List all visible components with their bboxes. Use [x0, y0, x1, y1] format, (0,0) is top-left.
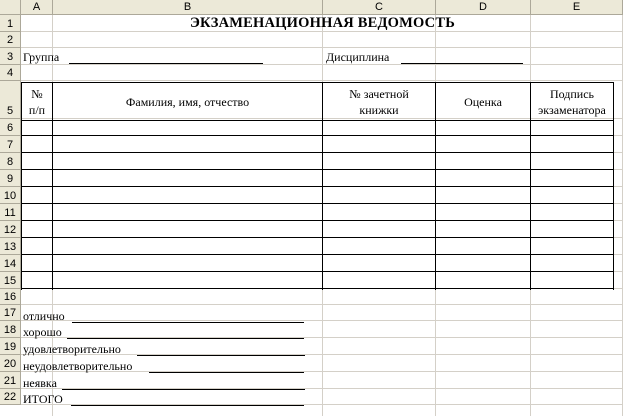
- discipline-label: Дисциплина: [326, 50, 390, 64]
- row-header-14[interactable]: 14: [0, 255, 21, 272]
- row-header-17[interactable]: 17: [0, 305, 21, 321]
- select-all-corner[interactable]: [0, 0, 21, 15]
- column-header-d[interactable]: D: [436, 0, 531, 15]
- summary-total-label: ИТОГО: [23, 392, 63, 406]
- row-header-16[interactable]: 16: [0, 289, 21, 305]
- row-header-22[interactable]: 22: [0, 389, 21, 405]
- discipline-underline: [401, 63, 523, 64]
- summary-satisfactory-label: удовлетворительно: [23, 342, 121, 356]
- row-header-21[interactable]: 21: [0, 372, 21, 389]
- column-header-b[interactable]: B: [53, 0, 323, 15]
- row-header-19[interactable]: 19: [0, 338, 21, 355]
- row-header-6[interactable]: 6: [0, 119, 21, 136]
- row-header-13[interactable]: 13: [0, 238, 21, 255]
- row-header-11[interactable]: 11: [0, 204, 21, 221]
- summary-excellent-line: [72, 322, 304, 323]
- row-header-12[interactable]: 12: [0, 221, 21, 238]
- header-grade: Оценка: [464, 95, 502, 109]
- row-header-1[interactable]: 1: [0, 15, 21, 32]
- group-label: Группа: [23, 50, 60, 64]
- summary-good-label: хорошо: [23, 325, 62, 339]
- summary-good-line: [67, 338, 304, 339]
- summary-unsatisfactory-line: [149, 372, 304, 373]
- header-examiner-signature: Подпись экзаменатора: [538, 87, 606, 117]
- row-header-2[interactable]: 2: [0, 32, 21, 48]
- header-full-name: Фамилия, имя, отчество: [125, 95, 250, 109]
- row-header-15[interactable]: 15: [0, 272, 21, 289]
- group-underline: [69, 63, 263, 64]
- row-header-18[interactable]: 18: [0, 321, 21, 338]
- summary-unsatisfactory-label: неудовлетворительно: [23, 359, 133, 373]
- column-header-a[interactable]: A: [21, 0, 53, 15]
- header-number: № п/п: [28, 87, 46, 117]
- column-header-e[interactable]: E: [531, 0, 623, 15]
- row-header-5[interactable]: 5: [0, 81, 21, 119]
- summary-absent-label: неявка: [23, 376, 57, 390]
- row-header-4[interactable]: 4: [0, 65, 21, 81]
- summary-total-line: [71, 405, 304, 406]
- row-header-8[interactable]: 8: [0, 153, 21, 170]
- row-header-3[interactable]: 3: [0, 48, 21, 65]
- summary-satisfactory-line: [137, 355, 305, 356]
- header-record-book: № зачетной книжки: [349, 87, 409, 117]
- summary-excellent-label: отлично: [23, 309, 65, 323]
- row-header-7[interactable]: 7: [0, 136, 21, 153]
- row-header-10[interactable]: 10: [0, 187, 21, 204]
- sheet-title: ЭКЗАМЕНАЦИОННАЯ ВЕДОМОСТЬ: [190, 15, 456, 31]
- row-header-9[interactable]: 9: [0, 170, 21, 187]
- column-header-c[interactable]: C: [323, 0, 436, 15]
- summary-absent-line: [62, 389, 305, 390]
- row-header-20[interactable]: 20: [0, 355, 21, 372]
